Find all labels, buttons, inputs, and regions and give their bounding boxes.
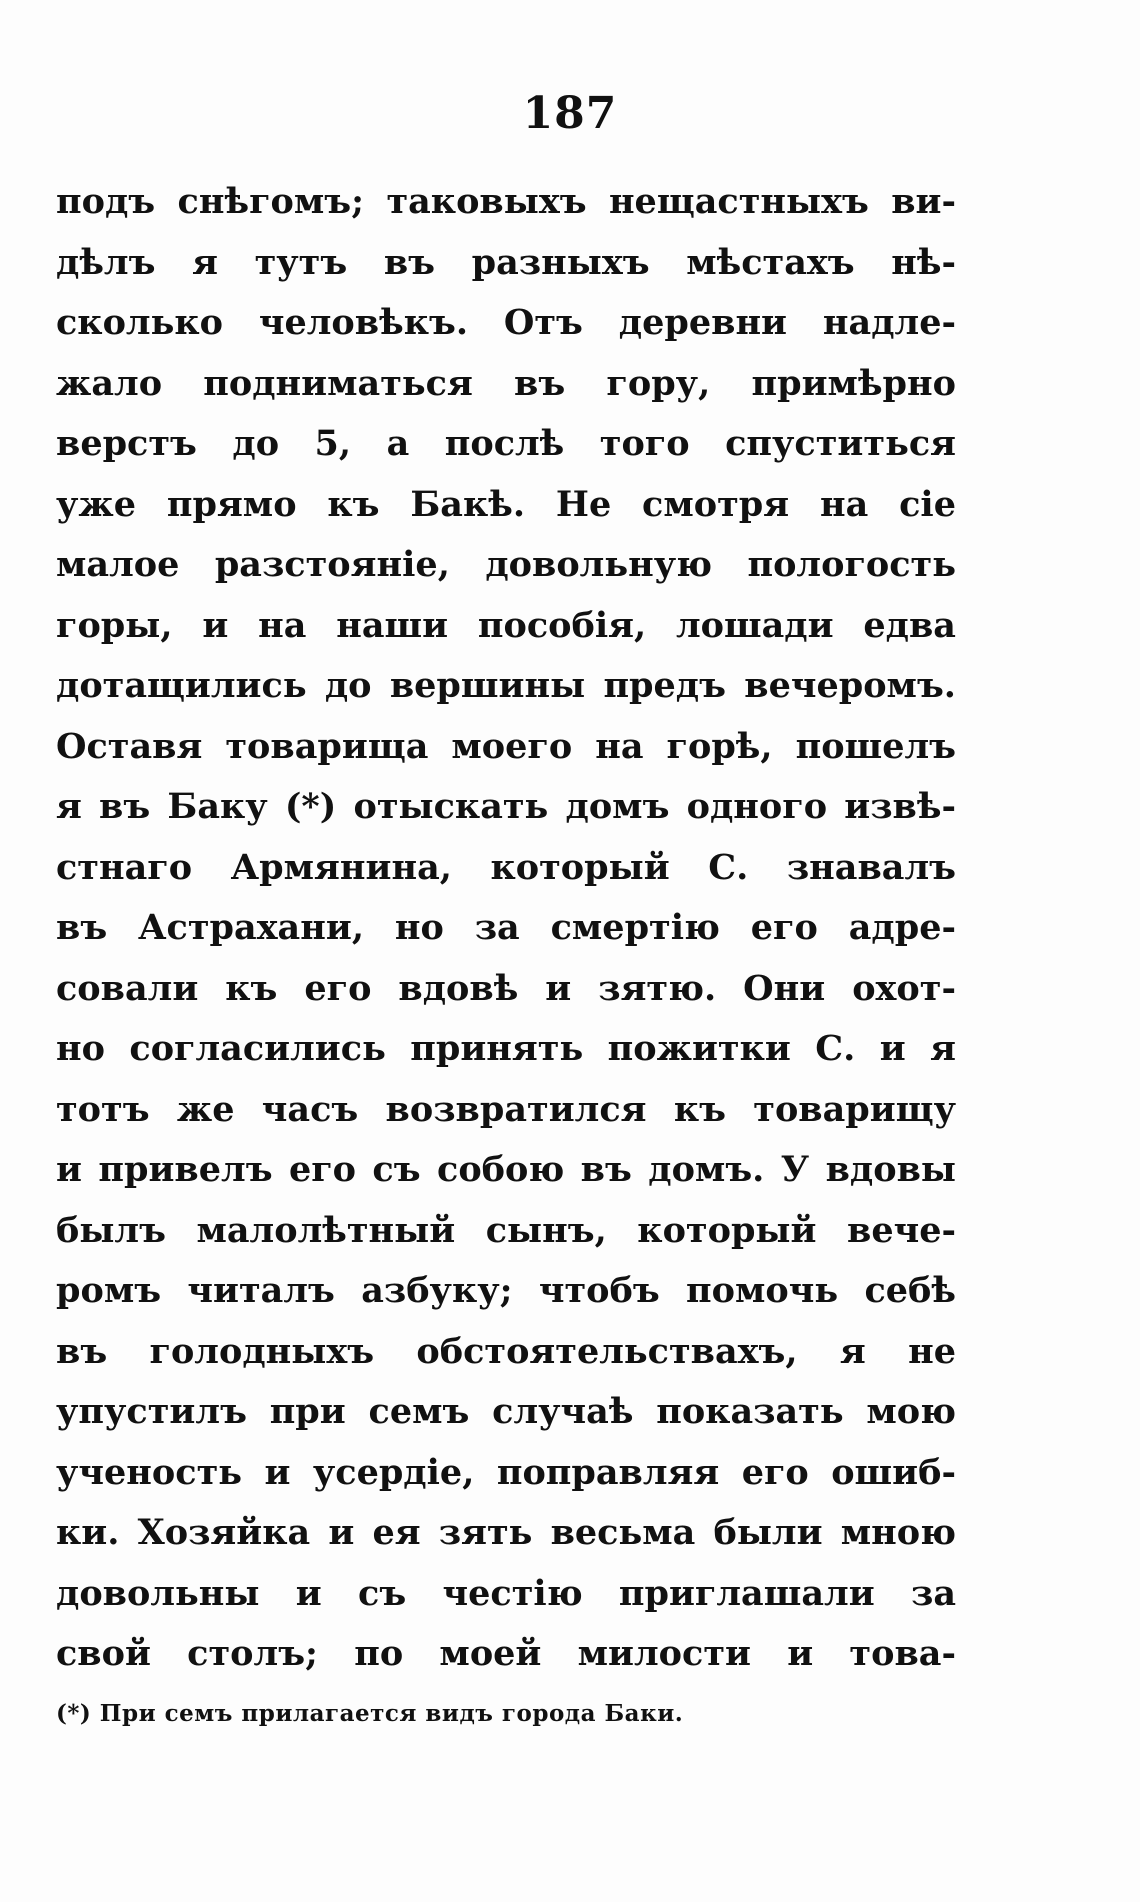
text-line: верстъ до 5, а послѣ того спуститься bbox=[56, 423, 956, 464]
text-line: стнаго Армянина, который С. знавалъ bbox=[56, 846, 956, 888]
text-line: уже прямо къ Бакѣ. Не смотря на сіе bbox=[56, 483, 956, 525]
text-line: малое разстояніе, довольную пологость bbox=[56, 544, 956, 585]
text-line: ученость и усердіе, поправляя его ошиб- bbox=[56, 1451, 956, 1493]
footnote: (*) При семъ прилагается видъ города Баки. bbox=[56, 1700, 684, 1727]
text-line: я въ Баку (*) отыскать домъ одного извѣ- bbox=[56, 786, 956, 827]
page-number: 187 bbox=[522, 88, 618, 139]
text-line: Оставя товарища моего на горѣ, пошелъ bbox=[56, 725, 956, 767]
text-line: и привелъ его съ собою въ домъ. У вдовы bbox=[56, 1149, 956, 1190]
text-line: но согласились принять пожитки С. и я bbox=[56, 1028, 956, 1069]
body-text bbox=[56, 172, 956, 1685]
text-line: упустилъ при семъ случаѣ показать мою bbox=[56, 1391, 956, 1432]
text-line: былъ малолѣтный сынъ, который вече- bbox=[56, 1209, 956, 1251]
text-line: дотащились до вершины предъ вечеромъ. bbox=[56, 665, 956, 706]
text-line: ки. Хозяйка и ея зять весьма были мною bbox=[56, 1512, 956, 1553]
text-line: подъ снѣгомъ; таковыхъ нещастныхъ ви- bbox=[56, 181, 956, 222]
text-line: горы, и на наши пособія, лошади едва bbox=[56, 604, 956, 646]
text-line: въ Астрахани, но за смертію его адре- bbox=[56, 907, 956, 948]
text-line: сколько человѣкъ. Отъ деревни надле- bbox=[56, 302, 956, 343]
text-line: жало подниматься въ гору, примѣрно bbox=[56, 362, 956, 404]
text-line: свой столъ; по моей милости и това- bbox=[56, 1633, 956, 1674]
text-line: довольны и съ честію приглашали за bbox=[56, 1572, 956, 1614]
text-line: дѣлъ я тутъ въ разныхъ мѣстахъ нѣ- bbox=[56, 241, 956, 283]
text-line: ромъ читалъ азбуку; чтобъ помочь себѣ bbox=[56, 1270, 956, 1311]
text-line: совали къ его вдовѣ и зятю. Они охот- bbox=[56, 967, 956, 1009]
text-line: тотъ же часъ возвратился къ товарищу bbox=[56, 1088, 956, 1130]
text-line: въ голодныхъ обстоятельствахъ, я не bbox=[56, 1330, 956, 1372]
